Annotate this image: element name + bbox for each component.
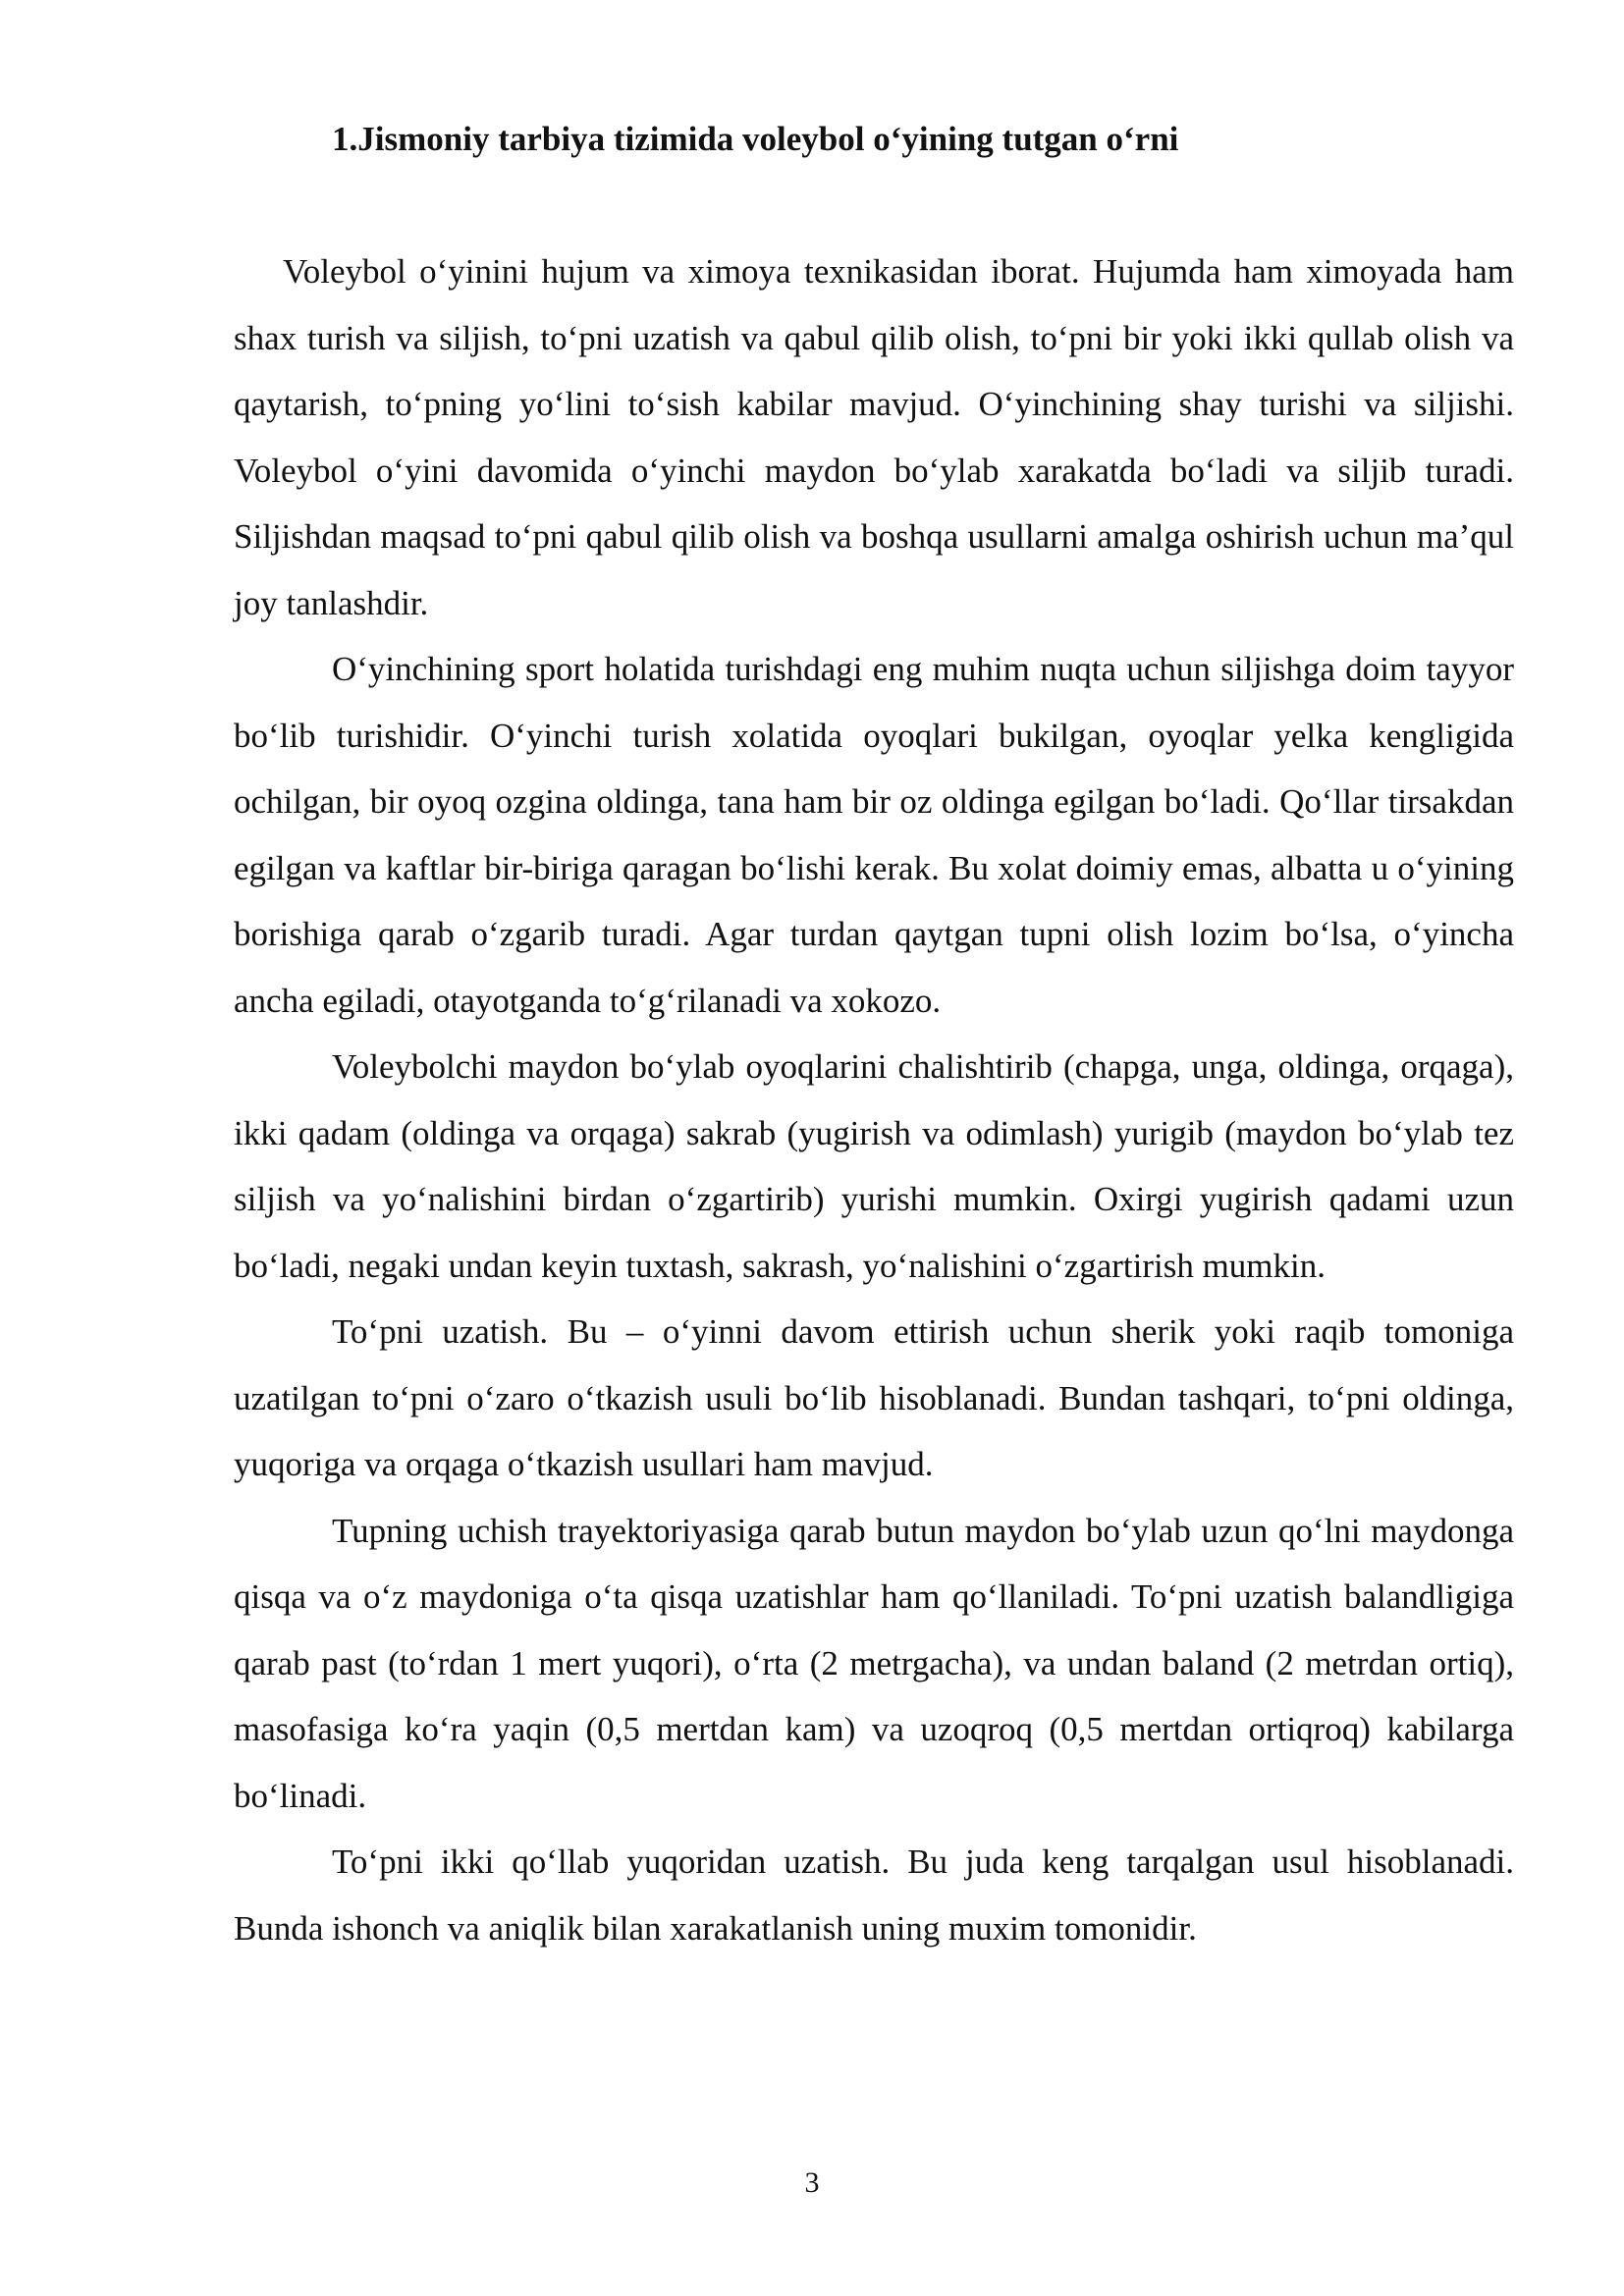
section-heading: 1.Jismoniy tarbiya tizimida voleybol o‘yining tutgan o‘rni bbox=[332, 120, 1179, 158]
paragraph-3: Voleybolchi maydon bo‘ylab oyoqlarini chalishtirib (chapga, unga, oldinga, orqaga), ikki qadam (oldinga va orqaga) sakrab (yugirish va odimlash) yurigib (maydon bo‘ylab tez siljish va yo‘nalishini birdan o‘zgartirib) yurishi mumkin. Oxirgi yugirish qadami uzun bo‘ladi, negaki undan keyin tuxtash, sakrash, yo‘nalishini o‘zgartirish mumkin. bbox=[234, 1047, 1514, 1285]
body-text bbox=[234, 239, 1514, 1961]
paragraph-1: Voleybol o‘yinini hujum va ximoya texnikasidan iborat. Hujumda ham ximoyada ham shax turish va siljish, to‘pni uzatish va qabul qilib olish, to‘pni bir yoki ikki qullab olish va qaytarish, to‘pning yo‘lini to‘sish kabilar mavjud. O‘yinchining shay turishi va siljishi. Voleybol o‘yini davomida o‘yinchi maydon bo‘ylab xarakatda bo‘ladi va siljib turadi. Siljishdan maqsad to‘pni qabul qilib olish va boshqa usullarni amalga oshirish uchun ma’qul joy tanlashdir. bbox=[234, 252, 1514, 622]
paragraph-2: O‘yinchining sport holatida turishdagi eng muhim nuqta uchun siljishga doim tayyor bo‘lib turishidir. O‘yinchi turish xolatida oyoqlari bukilgan, oyoqlar yelka kengligida ochilgan, bir oyoq ozgina oldinga, tana ham bir oz oldinga egilgan bo‘ladi. Qo‘llar tirsakdan egilgan va kaftlar bir-biriga qaragan bo‘lishi kerak. Bu xolat doimiy emas, albatta u o‘yining borishiga qarab o‘zgarib turadi. Agar turdan qaytgan tupni olish lozim bo‘lsa, o‘yincha ancha egiladi, otayotganda to‘g‘rilanadi va xokozo. bbox=[234, 650, 1514, 1020]
paragraph-4: To‘pni uzatish. Bu – o‘yinni davom ettirish uchun sherik yoki raqib tomoniga uzatilgan to‘pni o‘zaro o‘tkazish usuli bo‘lib hisoblanadi. Bundan tashqari, to‘pni oldinga, yuqoriga va orqaga o‘tkazish usullari ham mavjud. bbox=[234, 1312, 1514, 1483]
paragraph-6: To‘pni ikki qo‘llab yuqoridan uzatish. Bu juda keng tarqalgan usul hisoblanadi. Bunda ishonch va aniqlik bilan xarakatlanish uning muxim tomonidir. bbox=[234, 1842, 1514, 1948]
paragraph-5: Tupning uchish trayektoriyasiga qarab butun maydon bo‘ylab uzun qo‘lni maydonga qisqa va o‘z maydoniga o‘ta qisqa uzatishlar ham qo‘llaniladi. To‘pni uzatish balandligiga qarab past (to‘rdan 1 mert yuqori), o‘rta (2 metrgacha), va undan baland (2 metrdan ortiq), masofasiga ko‘ra yaqin (0,5 mertdan kam) va uzoqroq (0,5 mertdan ortiqroq) kabilarga bo‘linadi. bbox=[234, 1511, 1514, 1815]
page-number: 3 bbox=[804, 2166, 820, 2199]
